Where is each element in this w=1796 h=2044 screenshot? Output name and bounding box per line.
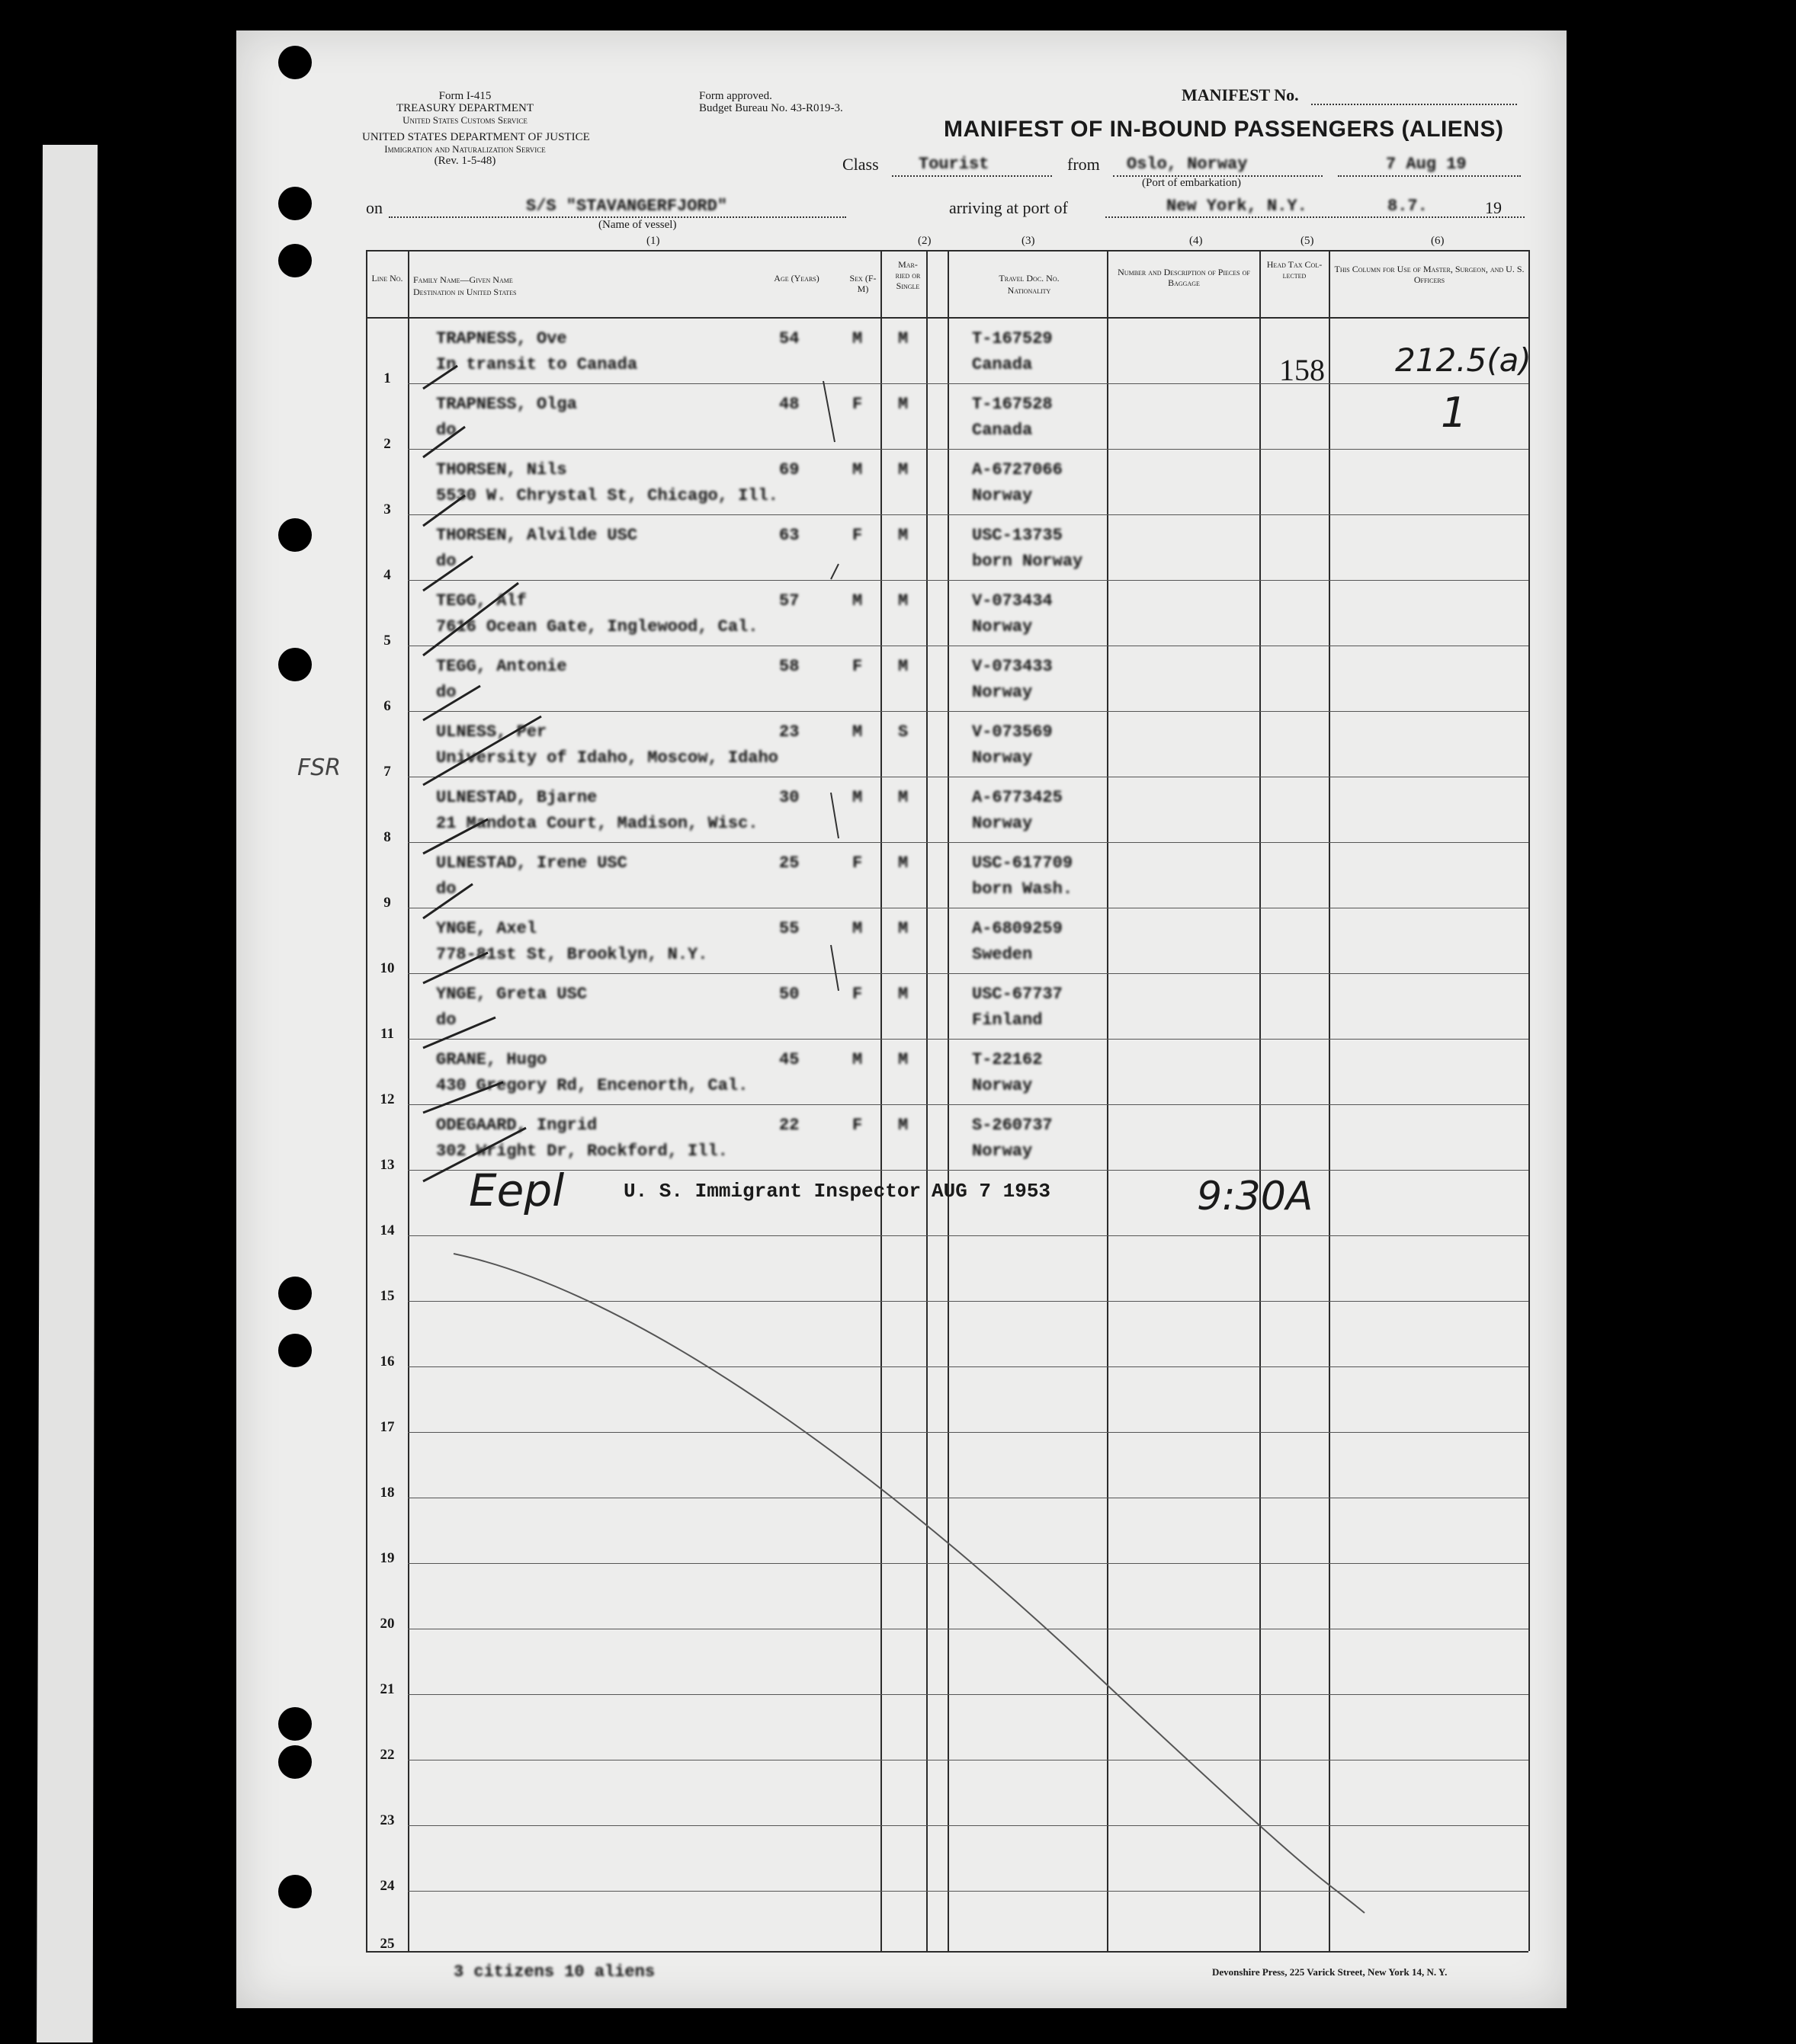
manifest-title: MANIFEST OF IN-BOUND PASSENGERS (ALIENS) (944, 117, 1504, 142)
line-number: 5 (383, 633, 391, 649)
travel-doc-number: T-167528 (972, 395, 1053, 414)
passenger-destination: 430 Gregory Rd, Encenorth, Cal. (436, 1076, 749, 1095)
passenger-sex: F (852, 854, 863, 873)
passenger-name: ULNESTAD, Irene USC (436, 854, 627, 873)
passenger-destination: 778-81st St, Brooklyn, N.Y. (436, 945, 708, 964)
pencil-diagonal-line (454, 1254, 1365, 1913)
ins-service: Immigration and Naturalization Service (384, 143, 546, 155)
passenger-sex: F (852, 526, 863, 545)
nationality: Norway (972, 683, 1033, 702)
line-number: 20 (380, 1616, 395, 1632)
pencil-marks (236, 30, 1567, 2008)
travel-doc-number: V-073434 (972, 591, 1053, 610)
line-number: 14 (380, 1222, 395, 1238)
col-header-nationality: Nationality (1007, 285, 1051, 296)
col-header-travel-doc: Travel Doc. No. (999, 273, 1060, 284)
passenger-age: 69 (779, 460, 800, 479)
passenger-age: 50 (779, 985, 800, 1004)
vessel-name: S/S "STAVANGERFJORD" (526, 197, 728, 216)
line-number: 6 (383, 698, 391, 714)
passenger-destination: do (436, 1011, 457, 1030)
travel-doc-number: V-073569 (972, 722, 1053, 742)
class-label: Class (842, 155, 879, 174)
passenger-marital-status: M (898, 460, 909, 479)
nationality: Norway (972, 486, 1033, 505)
passenger-destination: do (436, 552, 457, 571)
passenger-destination: do (436, 683, 457, 702)
passenger-destination: In transit to Canada (436, 355, 638, 374)
passenger-destination: 7616 Ocean Gate, Inglewood, Cal. (436, 617, 758, 636)
nationality: Canada (972, 421, 1033, 440)
treasury-department: TREASURY DEPARTMENT (396, 102, 534, 114)
line-number: 15 (380, 1288, 395, 1304)
line-number: 12 (380, 1091, 395, 1107)
passenger-sex: M (852, 591, 863, 610)
col-header-sex: Sex (F-M) (849, 273, 877, 294)
passenger-destination: University of Idaho, Moscow, Idaho (436, 748, 778, 767)
line-number: 24 (380, 1878, 395, 1894)
passenger-age: 22 (779, 1116, 800, 1135)
port-of-embarkation-caption: (Port of embarkation) (1142, 177, 1241, 189)
travel-doc-number: USC-67737 (972, 985, 1063, 1004)
line-number: 1 (383, 370, 391, 386)
col-header-age: Age (Years) (774, 273, 819, 284)
travel-doc-number: A-6727066 (972, 460, 1063, 479)
inspector-stamp: U. S. Immigrant Inspector (624, 1180, 922, 1203)
passenger-name: THORSEN, Alvilde USC (436, 526, 638, 545)
line-number: 4 (383, 567, 391, 583)
passenger-name: THORSEN, Nils (436, 460, 567, 479)
line-number: 9 (383, 895, 391, 911)
margin-note: FSR (297, 754, 342, 781)
officers-mark: 1 (1441, 389, 1467, 437)
column-number-5: (5) (1300, 235, 1314, 247)
line-number: 13 (380, 1157, 395, 1173)
inspector-stamp-date: AUG 7 1953 (932, 1180, 1051, 1203)
passenger-sex: F (852, 657, 863, 676)
passenger-age: 30 (779, 788, 800, 807)
nationality: Norway (972, 748, 1033, 767)
passenger-marital-status: M (898, 1050, 909, 1069)
column-number-1: (1) (646, 235, 660, 247)
passenger-age: 45 (779, 1050, 800, 1069)
passenger-name: ULNESTAD, Bjarne (436, 788, 598, 807)
travel-doc-number: A-6773425 (972, 788, 1063, 807)
column-number-3: (3) (1021, 235, 1035, 247)
nationality: Norway (972, 1142, 1033, 1161)
column-number-2: (2) (918, 235, 932, 247)
travel-doc-number: S-260737 (972, 1116, 1053, 1135)
line-number: 17 (380, 1419, 395, 1435)
customs-service: United States Customs Service (402, 114, 528, 126)
passenger-marital-status: S (898, 722, 909, 742)
date-value: 7 Aug 19 (1386, 155, 1467, 174)
line-number: 8 (383, 829, 391, 845)
line-number: 19 (380, 1550, 395, 1566)
passenger-marital-status: M (898, 919, 909, 938)
col-header-officers: This Column for Use of Master, Surgeon, and U. S. Officers (1334, 264, 1525, 285)
passenger-name: TRAPNESS, Olga (436, 395, 577, 414)
passenger-name: TRAPNESS, Ove (436, 329, 567, 348)
line-number: 10 (380, 960, 395, 976)
passenger-count-summary: 3 citizens 10 aliens (454, 1962, 656, 1982)
vessel-caption: (Name of vessel) (598, 219, 677, 231)
passenger-destination: 21 Mandota Court, Madison, Wisc. (436, 814, 758, 833)
passenger-name: ODEGAARD, Ingrid (436, 1116, 598, 1135)
line-number: 21 (380, 1681, 395, 1697)
passenger-name: YNGE, Axel (436, 919, 537, 938)
passenger-marital-status: M (898, 1116, 909, 1135)
col-header-line-no: Line No. (371, 273, 403, 284)
budget-bureau-no: Budget Bureau No. 43-R019-3. (699, 102, 843, 114)
year-prefix: 19 (1485, 198, 1502, 217)
arrival-time-note: 9:30A (1197, 1174, 1313, 1219)
line-number: 16 (380, 1354, 395, 1370)
passenger-marital-status: M (898, 395, 909, 414)
travel-doc-number: V-073433 (972, 657, 1053, 676)
manifest-page (236, 30, 1567, 2008)
from-value: Oslo, Norway (1127, 155, 1248, 174)
passenger-sex: F (852, 985, 863, 1004)
passenger-age: 63 (779, 526, 800, 545)
class-value: Tourist (919, 155, 989, 174)
col-header-name: Family Name—Given Name (413, 274, 513, 285)
travel-doc-number: USC-617709 (972, 854, 1073, 873)
line-number: 22 (380, 1747, 395, 1763)
column-number-6: (6) (1431, 235, 1445, 247)
line-number: 18 (380, 1485, 395, 1501)
passenger-age: 58 (779, 657, 800, 676)
line-number: 25 (380, 1936, 395, 1952)
line-number: 7 (383, 764, 391, 780)
nationality: Sweden (972, 945, 1033, 964)
passenger-destination: do (436, 421, 457, 440)
passenger-marital-status: M (898, 985, 909, 1004)
arriving-label: arriving at port of (949, 198, 1068, 217)
travel-doc-number: USC-13735 (972, 526, 1063, 545)
passenger-sex: F (852, 1116, 863, 1135)
line-number: 23 (380, 1812, 395, 1828)
line-number: 2 (383, 436, 391, 452)
passenger-marital-status: M (898, 854, 909, 873)
passenger-age: 55 (779, 919, 800, 938)
arriving-date-value: 8.7. (1387, 197, 1428, 216)
passenger-name: GRANE, Hugo (436, 1050, 547, 1069)
on-label: on (366, 198, 383, 217)
manifest-no-label: MANIFEST No. (1182, 85, 1299, 104)
nationality: Finland (972, 1011, 1043, 1030)
col-header-head-tax: Head Tax Col-lected (1266, 259, 1323, 280)
col-header-married: Mar-ried or Single (895, 259, 921, 291)
passenger-marital-status: M (898, 526, 909, 545)
printer-credit: Devonshire Press, 225 Varick Street, New York 14, N. Y. (1212, 1966, 1448, 1978)
passenger-sex: M (852, 788, 863, 807)
form-number: Form I-415 (438, 90, 492, 102)
nationality: Norway (972, 617, 1033, 636)
passenger-destination: do (436, 879, 457, 899)
passenger-age: 57 (779, 591, 800, 610)
col-header-destination: Destination in United States (413, 287, 517, 297)
passenger-marital-status: M (898, 657, 909, 676)
column-number-4: (4) (1189, 235, 1203, 247)
passenger-age: 23 (779, 722, 800, 742)
col-header-baggage: Number and Description of Pieces of Baggage (1118, 267, 1250, 288)
revision-date: (Rev. 1-5-48) (434, 155, 496, 167)
passenger-marital-status: M (898, 329, 909, 348)
passenger-age: 48 (779, 395, 800, 414)
passenger-sex: F (852, 395, 863, 414)
arriving-port-value: New York, N.Y. (1166, 197, 1307, 216)
pencil-ticks (823, 381, 839, 991)
line-number: 3 (383, 501, 391, 517)
department-of-justice: UNITED STATES DEPARTMENT OF JUSTICE (362, 131, 590, 143)
head-tax-amount: 158 (1279, 353, 1325, 387)
officers-note: 212.5(a) (1395, 341, 1531, 379)
passenger-destination: 5530 W. Chrystal St, Chicago, Ill. (436, 486, 778, 505)
nationality: Norway (972, 1076, 1033, 1095)
passenger-destination: 302 Wright Dr, Rockford, Ill. (436, 1142, 728, 1161)
travel-doc-number: T-167529 (972, 329, 1053, 348)
inspector-signature: Eepl (469, 1165, 565, 1216)
nationality: Canada (972, 355, 1033, 374)
check-marks (423, 366, 541, 1181)
travel-doc-number: T-22162 (972, 1050, 1043, 1069)
passenger-sex: M (852, 460, 863, 479)
passenger-age: 25 (779, 854, 800, 873)
passenger-age: 54 (779, 329, 800, 348)
torn-margin-strip (37, 145, 98, 2042)
passenger-sex: M (852, 722, 863, 742)
passenger-name: YNGE, Greta USC (436, 985, 588, 1004)
passenger-sex: M (852, 919, 863, 938)
passenger-name: TEGG, Antonie (436, 657, 567, 676)
travel-doc-number: A-6809259 (972, 919, 1063, 938)
passenger-sex: M (852, 329, 863, 348)
nationality: Norway (972, 814, 1033, 833)
passenger-marital-status: M (898, 788, 909, 807)
form-approved: Form approved. (699, 90, 772, 102)
line-number: 11 (380, 1026, 394, 1042)
nationality: born Norway (972, 552, 1083, 571)
from-label: from (1067, 155, 1100, 174)
passenger-sex: M (852, 1050, 863, 1069)
nationality: born Wash. (972, 879, 1073, 899)
passenger-marital-status: M (898, 591, 909, 610)
passenger-name: TEGG, Alf (436, 591, 527, 610)
passenger-name: ULNESS, Per (436, 722, 547, 742)
